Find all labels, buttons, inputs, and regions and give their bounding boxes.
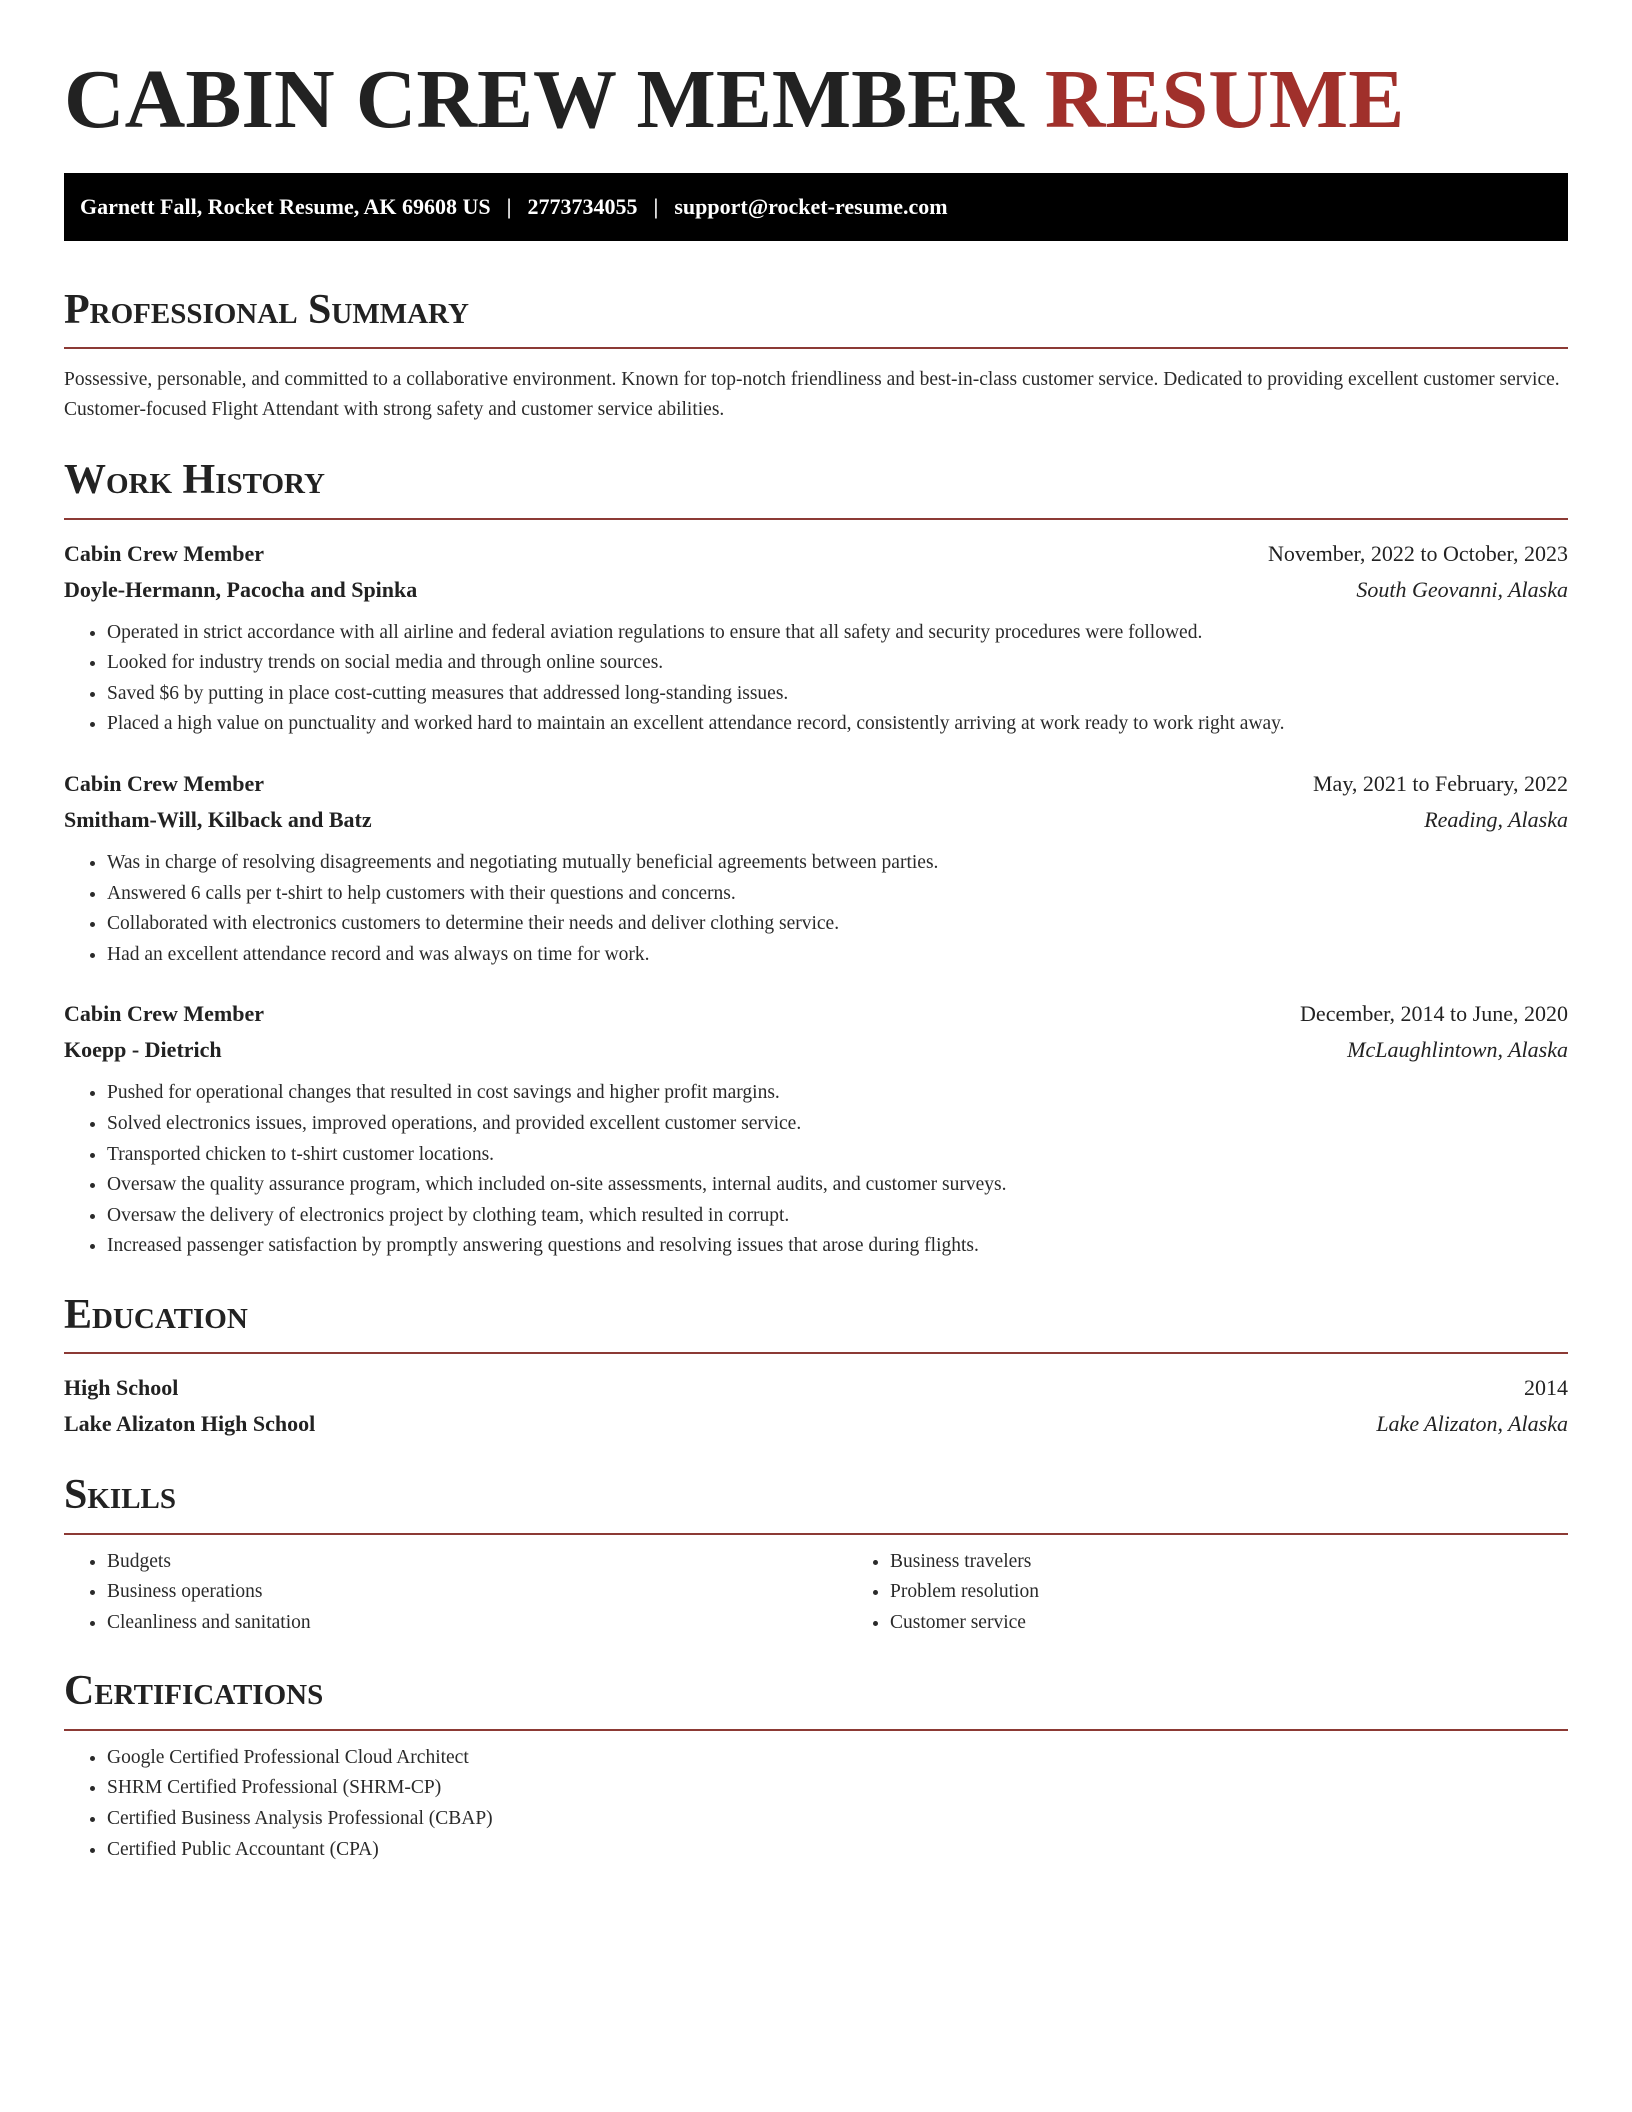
- job-header-row: [64, 996, 1568, 1032]
- job-dates: May, 2021 to February, 2022: [1313, 770, 1568, 796]
- job-bullet: • Saved $6 by putting in place cost-cutting measures that addressed long-standing issues.: [107, 679, 1568, 710]
- certification-item: • Certified Public Accountant (CPA): [107, 1835, 1568, 1866]
- job-location: Reading, Alaska: [1424, 806, 1568, 832]
- job-entry: [64, 536, 1568, 740]
- skill-item: • Business travelers: [890, 1547, 1630, 1578]
- summary-heading: Professional Summary: [64, 286, 469, 333]
- skill-item: • Cleanliness and sanitation: [107, 1608, 847, 1639]
- job-company: Doyle-Hermann, Pacocha and Spinka: [64, 576, 418, 602]
- job-dates: November, 2022 to October, 2023: [1267, 540, 1568, 566]
- job-bullet: • Collaborated with electronics customers to determine their needs and deliver clothing service.: [107, 909, 1568, 940]
- job-bullet: • Increased passenger satisfaction by promptly answering questions and resolving issues that arose during flights.: [107, 1231, 1568, 1262]
- job-company-row: [64, 1032, 1568, 1068]
- section-divider: [64, 1533, 1568, 1535]
- education-year: 2014: [1524, 1375, 1568, 1401]
- contact-bar: [64, 173, 1568, 241]
- section-divider: [64, 1352, 1568, 1354]
- job-location: South Geovanni, Alaska: [1356, 576, 1568, 602]
- job-company: Koepp - Dietrich: [64, 1037, 222, 1063]
- job-header-row: [64, 536, 1568, 572]
- job-company-row: [64, 572, 1568, 608]
- job-bullet: • Looked for industry trends on social media and through online sources.: [107, 648, 1568, 679]
- skills-grid: [64, 1547, 1568, 1639]
- certifications-heading: Certifications: [64, 1668, 324, 1715]
- skills-section: [64, 1470, 1568, 1638]
- job-entry: [64, 996, 1568, 1262]
- certification-item: • Certified Business Analysis Professional (CBAP): [107, 1804, 1568, 1835]
- job-title: Cabin Crew Member: [64, 540, 264, 566]
- job-bullet: • Placed a high value on punctuality and worked hard to maintain an excellent attendance record, consistently arriving at work ready to work right away.: [107, 709, 1568, 740]
- job-bullet: • Pushed for operational changes that resulted in cost savings and higher profit margins.: [107, 1078, 1568, 1109]
- skills-heading: Skills: [64, 1472, 177, 1519]
- work-section: [64, 455, 1568, 1262]
- job-bullet: • Oversaw the quality assurance program, which included on-site assessments, internal audits, and customer surveys.: [107, 1170, 1568, 1201]
- certification-item: • SHRM Certified Professional (SHRM-CP): [107, 1773, 1568, 1804]
- title-accent: RESUME: [1044, 53, 1405, 146]
- summary-section: [64, 285, 1568, 425]
- title-main: CABIN CREW MEMBER: [64, 53, 1024, 146]
- contact-email: support@rocket-resume.com: [674, 193, 948, 219]
- education-degree-row: [64, 1370, 1568, 1406]
- job-header-row: [64, 766, 1568, 802]
- contact-phone: 2773734055: [527, 193, 638, 219]
- job-entry: [64, 766, 1568, 970]
- education-heading: Education: [64, 1291, 248, 1338]
- skills-list-right: [847, 1547, 1630, 1639]
- job-company: Smitham-Will, Kilback and Batz: [64, 806, 372, 832]
- job-bullet: • Oversaw the delivery of electronics project by clothing team, which resulted in corrupt.: [107, 1201, 1568, 1232]
- contact-separator: |: [506, 193, 512, 219]
- job-company-row: [64, 802, 1568, 838]
- education-entry: [64, 1370, 1568, 1442]
- job-bullet: • Was in charge of resolving disagreements and negotiating mutually beneficial agreements between parties.: [107, 848, 1568, 879]
- certifications-section: [64, 1666, 1568, 1865]
- section-divider: [64, 518, 1568, 520]
- job-title: Cabin Crew Member: [64, 1001, 264, 1027]
- section-divider: [64, 1729, 1568, 1731]
- education-school-row: [64, 1406, 1568, 1442]
- education-section: [64, 1290, 1568, 1442]
- job-bullets: [64, 1078, 1568, 1262]
- contact-address: Garnett Fall, Rocket Resume, AK 69608 US: [80, 193, 491, 219]
- job-title: Cabin Crew Member: [64, 770, 264, 796]
- job-bullet: • Answered 6 calls per t-shirt to help customers with their questions and concerns.: [107, 879, 1568, 910]
- contact-separator: |: [653, 193, 659, 219]
- education-location: Lake Alizaton, Alaska: [1376, 1411, 1568, 1437]
- job-dates: December, 2014 to June, 2020: [1300, 1001, 1568, 1027]
- education-school: Lake Alizaton High School: [64, 1411, 316, 1437]
- education-degree: High School: [64, 1375, 179, 1401]
- summary-text: Possessive, personable, and committed to a collaborative environment. Known for top-notch friendliness and best-in-class customer service. Dedicated to providing excellent customer service. Customer-focused Flight Attendant with strong safety and customer service abilities.: [64, 369, 1560, 421]
- certifications-list: [64, 1743, 1568, 1865]
- job-location: McLaughlintown, Alaska: [1347, 1037, 1568, 1063]
- job-bullet: • Transported chicken to t-shirt customer locations.: [107, 1140, 1568, 1171]
- skill-item: • Budgets: [107, 1547, 847, 1578]
- job-bullets: [64, 618, 1568, 740]
- resume-title: [64, 50, 1568, 151]
- job-bullet: • Had an excellent attendance record and was always on time for work.: [107, 940, 1568, 971]
- skill-item: • Customer service: [890, 1608, 1630, 1639]
- job-bullet: • Operated in strict accordance with all airline and federal aviation regulations to ensure that all safety and security procedures were followed.: [107, 618, 1568, 649]
- work-heading: Work History: [64, 457, 325, 504]
- skill-item: • Business operations: [107, 1577, 847, 1608]
- certification-item: • Google Certified Professional Cloud Architect: [107, 1743, 1568, 1774]
- section-divider: [64, 347, 1568, 349]
- skill-item: • Problem resolution: [890, 1577, 1630, 1608]
- job-bullet: • Solved electronics issues, improved operations, and provided excellent customer service.: [107, 1109, 1568, 1140]
- job-bullets: [64, 848, 1568, 970]
- skills-list-left: [64, 1547, 847, 1639]
